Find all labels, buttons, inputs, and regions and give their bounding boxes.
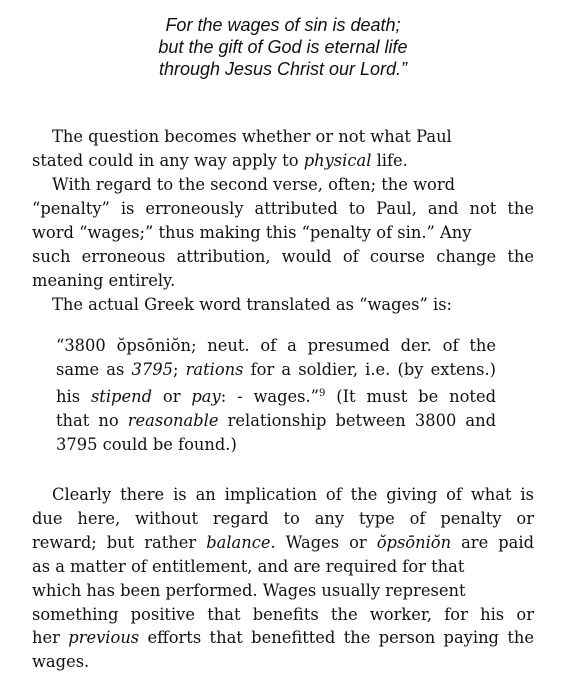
quote-line: but the gift of God is eternal life [158, 37, 408, 57]
paragraph-greek-word [32, 293, 534, 317]
paragraph-question [32, 125, 534, 173]
emphasis: physical [303, 150, 372, 170]
text-line: reward; but rather balance. Wages or ŏpsōniŏn are paid [32, 532, 534, 552]
text-line: Clearly there is an implication of the giving of what is [52, 485, 534, 504]
text-line: meaning entirely. [32, 270, 176, 290]
quote-line: through Jesus Christ our Lord.” [158, 59, 408, 79]
text-line: that no reasonable relationship between 3800 and [56, 411, 496, 430]
text-line: stated could in any way apply to physical life. [32, 150, 408, 170]
text-line: With regard to the second verse, often; the word [52, 175, 456, 194]
text-line: such erroneous attribution, would of course change the [32, 246, 534, 266]
text-line: something positive that benefits the worker, for his or [32, 604, 534, 624]
text-line: wages. [32, 652, 90, 672]
quote-line: For the wages of sin is death; [165, 15, 401, 35]
text-line: same as 3795; rations for a soldier, i.e. (by extens.) [56, 360, 496, 379]
lexicon-blockquote [56, 334, 496, 457]
text-line: “penalty” is erroneously attributed to Paul, and not the [32, 198, 534, 218]
text-line: “3800 ŏpsōniŏn; neut. of a presumed der. of the [56, 336, 496, 355]
text-line: The actual Greek word translated as “wages” is: [52, 295, 453, 314]
scripture-quote [0, 14, 566, 80]
paragraph-implication [32, 483, 534, 674]
text-line: word “wages;” thus making this “penalty of sin.” Any [32, 222, 472, 242]
text-line: as a matter of entitlement, and are required for that [32, 556, 465, 576]
text-line: due here, without regard to any type of penalty or [32, 508, 534, 528]
footnote-marker: 9 [319, 388, 326, 399]
text-line: his stipend or pay: - wages.”$^9$ (It must be noted [56, 387, 497, 406]
text-line: The question becomes whether or not what Paul [52, 127, 452, 146]
text-line: her previous efforts that benefitted the person paying the [32, 628, 534, 648]
text-line: 3795 could be found.) [56, 435, 237, 454]
text-line: which has been performed. Wages usually represent [32, 580, 466, 600]
paragraph-second-verse [32, 173, 534, 293]
